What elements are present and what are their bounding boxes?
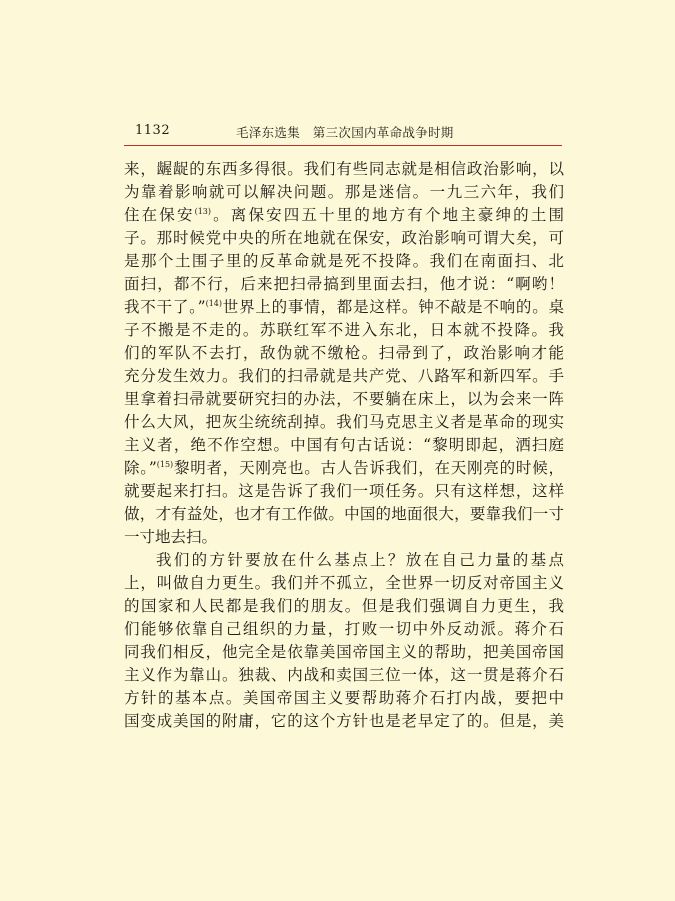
line-text: 黎明者，天刚亮也。古人告诉我们，在天刚亮的时候， <box>173 459 564 477</box>
text-line: 主义作为靠山。独裁、内战和卖国三位一体，这一贯是蒋介石 <box>124 666 564 684</box>
text-line: 一寸地去扫。 <box>124 528 218 546</box>
text-line: 来，龌龊的东西多得很。我们有些同志就是相信政治影响，以 <box>124 160 564 178</box>
line-text: 世界上的事情，都是这样。钟不敲是不响的。桌 <box>222 298 564 316</box>
line-text: 除。” <box>124 459 157 477</box>
text-line: 就要起来打扫。这是告诉了我们一项任务。只有这样想，这样 <box>124 482 564 500</box>
text-line: 做，才有益处，也才有工作做。中国的地面很大，要靠我们一寸 <box>124 505 564 523</box>
text-line <box>124 457 564 480</box>
line-text: 。离保安四五十里的地方有个地主豪绅的土围 <box>211 206 564 224</box>
footnote-ref: (13) <box>194 207 212 216</box>
text-line: 同我们相反，他完全是依靠美国帝国主义的帮助，把美国帝国 <box>124 643 564 661</box>
text-line: 里拿着扫帚就要研究扫的办法，不要躺在床上，以为会来一阵 <box>124 390 564 408</box>
text-line: 国变成美国的附庸，它的这个方针也是老早定了的。但是，美 <box>124 712 564 730</box>
line-text: 住在保安 <box>124 206 195 224</box>
text-line: 我们的方针要放在什么基点上？放在自己力量的基点 <box>156 551 564 569</box>
text-line <box>124 296 564 319</box>
text-line: 什么大风，把灰尘统统刮掉。我们马克思主义者是革命的现实 <box>124 413 564 431</box>
body-text <box>124 158 564 733</box>
running-header <box>124 121 562 146</box>
text-line: 面扫，都不行，后来把扫帚搞到里面去扫，他才说：“啊哟！ <box>124 275 564 293</box>
page-number: 1132 <box>135 123 171 138</box>
text-line: 方针的基本点。美国帝国主义要帮助蒋介石打内战，要把中 <box>124 689 564 707</box>
running-title: 毛泽东选集 第三次国内革命战争时期 <box>236 125 454 140</box>
text-line: 子不搬是不走的。苏联红军不进入东北，日本就不投降。我 <box>124 321 564 339</box>
text-line: 的国家和人民都是我们的朋友。但是我们强调自力更生，我 <box>124 597 564 615</box>
text-line: 主义者，绝不作空想。中国有句古话说：“黎明即起，洒扫庭 <box>124 436 564 454</box>
text-line: 们能够依靠自己组织的力量，打败一切中外反动派。蒋介石 <box>124 620 564 638</box>
text-line: 子。那时候党中央的所在地就在保安，政治影响可谓大矣，可 <box>124 229 564 247</box>
line-text: 我不干了。” <box>124 298 206 316</box>
text-line: 充分发生效力。我们的扫帚就是共产党、八路军和新四军。手 <box>124 367 564 385</box>
text-line: 为靠着影响就可以解决问题。那是迷信。一九三六年，我们 <box>124 183 564 201</box>
footnote-ref: (15) <box>156 460 174 469</box>
text-line <box>124 204 564 227</box>
text-line: 们的军队不去打，敌伪就不缴枪。扫帚到了，政治影响才能 <box>124 344 564 362</box>
text-line: 是那个土围子里的反革命就是死不投降。我们在南面扫、北 <box>124 252 564 270</box>
text-line: 上，叫做自力更生。我们并不孤立，全世界一切反对帝国主义 <box>124 574 564 592</box>
footnote-ref: (14) <box>205 299 223 308</box>
